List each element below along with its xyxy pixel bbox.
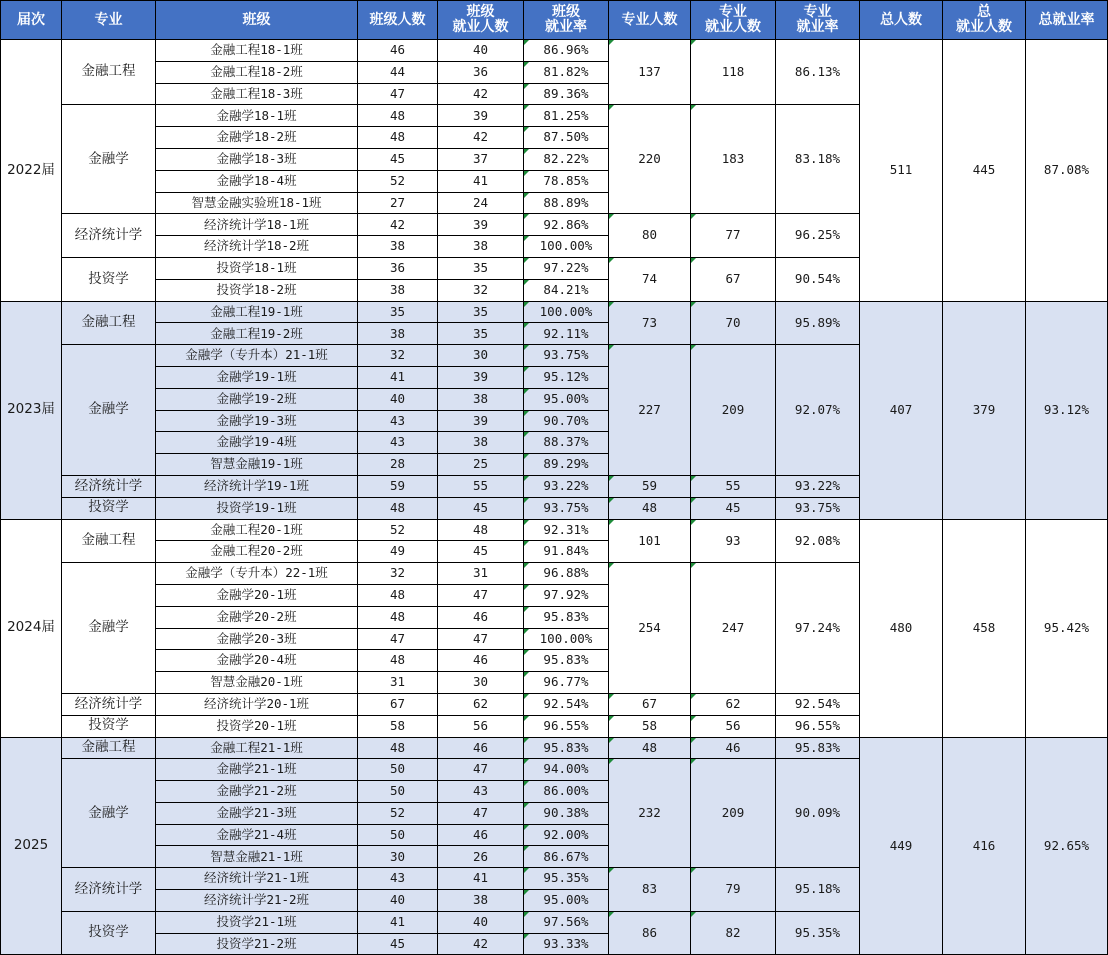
header-row (1, 1, 1108, 40)
major-count: 48 (609, 737, 691, 759)
class-rate: 93.33% (524, 933, 609, 955)
class-employed: 36 (438, 61, 524, 83)
class-employed: 39 (438, 214, 524, 236)
major-rate: 95.35% (776, 911, 860, 955)
cohort-total-employed: 445 (943, 40, 1026, 302)
major-rate: 92.54% (776, 693, 860, 715)
major-count: 59 (609, 475, 691, 497)
class-size: 50 (358, 781, 438, 803)
major-count: 83 (609, 868, 691, 912)
class-size: 45 (358, 933, 438, 955)
class-name: 金融工程21-1班 (156, 737, 358, 759)
major-employed: 79 (691, 868, 776, 912)
major-name: 投资学 (62, 715, 156, 737)
header-class-employed: 班级 就业人数 (438, 1, 524, 40)
class-employed: 48 (438, 519, 524, 541)
class-name: 金融学19-4班 (156, 432, 358, 454)
class-name: 经济统计学21-2班 (156, 890, 358, 912)
major-employed: 209 (691, 345, 776, 476)
class-rate: 94.00% (524, 759, 609, 781)
class-name: 金融学20-2班 (156, 606, 358, 628)
class-name: 金融学21-1班 (156, 759, 358, 781)
major-employed: 77 (691, 214, 776, 258)
major-employed: 183 (691, 105, 776, 214)
class-rate: 95.12% (524, 366, 609, 388)
cohort-label: 2023届 (1, 301, 62, 519)
major-rate: 93.22% (776, 475, 860, 497)
class-rate: 95.00% (524, 890, 609, 912)
header-total-employed: 总 就业人数 (943, 1, 1026, 40)
class-size: 35 (358, 301, 438, 323)
cohort-total-rate: 92.65% (1026, 737, 1108, 955)
class-size: 32 (358, 345, 438, 367)
major-employed: 56 (691, 715, 776, 737)
cohort-total: 407 (860, 301, 943, 519)
class-employed: 46 (438, 737, 524, 759)
major-rate: 90.54% (776, 257, 860, 301)
major-name: 投资学 (62, 497, 156, 519)
header-major-employed: 专业 就业人数 (691, 1, 776, 40)
major-rate: 92.08% (776, 519, 860, 563)
class-size: 52 (358, 802, 438, 824)
class-employed: 35 (438, 301, 524, 323)
class-name: 金融学19-3班 (156, 410, 358, 432)
class-name: 金融学21-2班 (156, 781, 358, 803)
class-rate: 84.21% (524, 279, 609, 301)
header-class-rate: 班级 就业率 (524, 1, 609, 40)
cohort-total: 480 (860, 519, 943, 737)
class-name: 智慧金融19-1班 (156, 454, 358, 476)
class-size: 42 (358, 214, 438, 236)
major-rate: 97.24% (776, 563, 860, 694)
class-employed: 39 (438, 410, 524, 432)
class-size: 36 (358, 257, 438, 279)
class-name: 金融学19-1班 (156, 366, 358, 388)
class-name: 金融学21-3班 (156, 802, 358, 824)
class-size: 38 (358, 323, 438, 345)
major-rate: 95.83% (776, 737, 860, 759)
class-size: 40 (358, 890, 438, 912)
class-size: 46 (358, 40, 438, 62)
major-name: 金融工程 (62, 519, 156, 563)
header-class: 班级 (156, 1, 358, 40)
class-size: 28 (358, 454, 438, 476)
class-name: 经济统计学21-1班 (156, 868, 358, 890)
class-size: 27 (358, 192, 438, 214)
class-name: 金融工程19-2班 (156, 323, 358, 345)
major-employed: 209 (691, 759, 776, 868)
class-rate: 95.83% (524, 650, 609, 672)
header-major-count: 专业人数 (609, 1, 691, 40)
major-count: 220 (609, 105, 691, 214)
class-size: 52 (358, 519, 438, 541)
class-rate: 86.00% (524, 781, 609, 803)
major-name: 金融学 (62, 105, 156, 214)
class-rate: 100.00% (524, 628, 609, 650)
major-count: 137 (609, 40, 691, 105)
class-name: 投资学20-1班 (156, 715, 358, 737)
class-employed: 40 (438, 40, 524, 62)
major-rate: 95.89% (776, 301, 860, 345)
class-employed: 55 (438, 475, 524, 497)
class-name: 投资学18-1班 (156, 257, 358, 279)
cohort-total-employed: 458 (943, 519, 1026, 737)
cohort-total-rate: 87.08% (1026, 40, 1108, 302)
class-rate: 78.85% (524, 170, 609, 192)
class-employed: 41 (438, 170, 524, 192)
class-rate: 95.35% (524, 868, 609, 890)
class-name: 金融工程20-2班 (156, 541, 358, 563)
cohort-group (1, 519, 1108, 737)
class-rate: 90.38% (524, 802, 609, 824)
class-name: 金融学（专升本）21-1班 (156, 345, 358, 367)
class-rate: 95.00% (524, 388, 609, 410)
header-total-rate: 总就业率 (1026, 1, 1108, 40)
major-employed: 70 (691, 301, 776, 345)
class-rate: 86.96% (524, 40, 609, 62)
class-employed: 42 (438, 127, 524, 149)
class-rate: 97.22% (524, 257, 609, 279)
major-employed: 55 (691, 475, 776, 497)
class-name: 智慧金融实验班18-1班 (156, 192, 358, 214)
class-employed: 41 (438, 868, 524, 890)
class-rate: 88.37% (524, 432, 609, 454)
class-size: 31 (358, 672, 438, 694)
class-employed: 62 (438, 693, 524, 715)
class-rate: 100.00% (524, 236, 609, 258)
header-major: 专业 (62, 1, 156, 40)
class-employed: 38 (438, 236, 524, 258)
class-name: 金融学20-3班 (156, 628, 358, 650)
class-rate: 97.92% (524, 584, 609, 606)
class-employed: 38 (438, 432, 524, 454)
class-name: 智慧金融20-1班 (156, 672, 358, 694)
class-size: 40 (358, 388, 438, 410)
class-employed: 39 (438, 366, 524, 388)
major-name: 投资学 (62, 911, 156, 955)
class-rate: 92.00% (524, 824, 609, 846)
major-count: 58 (609, 715, 691, 737)
class-rate: 96.77% (524, 672, 609, 694)
class-size: 30 (358, 846, 438, 868)
class-employed: 25 (438, 454, 524, 476)
class-size: 45 (358, 148, 438, 170)
class-rate: 95.83% (524, 606, 609, 628)
class-rate: 81.25% (524, 105, 609, 127)
header-major-rate: 专业 就业率 (776, 1, 860, 40)
class-name: 投资学18-2班 (156, 279, 358, 301)
major-employed: 247 (691, 563, 776, 694)
class-name: 金融工程19-1班 (156, 301, 358, 323)
class-employed: 35 (438, 323, 524, 345)
class-size: 59 (358, 475, 438, 497)
major-name: 经济统计学 (62, 693, 156, 715)
class-name: 金融学18-3班 (156, 148, 358, 170)
class-size: 41 (358, 366, 438, 388)
class-name: 金融工程18-1班 (156, 40, 358, 62)
cohort-total-rate: 93.12% (1026, 301, 1108, 519)
class-employed: 24 (438, 192, 524, 214)
class-size: 52 (358, 170, 438, 192)
major-count: 74 (609, 257, 691, 301)
class-size: 44 (358, 61, 438, 83)
major-count: 86 (609, 911, 691, 955)
class-name: 投资学21-1班 (156, 911, 358, 933)
class-employed: 47 (438, 759, 524, 781)
major-employed: 93 (691, 519, 776, 563)
class-name: 金融学18-4班 (156, 170, 358, 192)
cohort-group (1, 301, 1108, 519)
class-rate: 96.55% (524, 715, 609, 737)
class-employed: 42 (438, 933, 524, 955)
cohort-group (1, 737, 1108, 955)
major-name: 经济统计学 (62, 475, 156, 497)
class-name: 经济统计学18-2班 (156, 236, 358, 258)
class-size: 50 (358, 824, 438, 846)
class-name: 经济统计学19-1班 (156, 475, 358, 497)
major-name: 投资学 (62, 257, 156, 301)
class-rate: 86.67% (524, 846, 609, 868)
class-name: 金融学19-2班 (156, 388, 358, 410)
class-name: 投资学21-2班 (156, 933, 358, 955)
class-name: 经济统计学20-1班 (156, 693, 358, 715)
class-employed: 46 (438, 650, 524, 672)
class-size: 47 (358, 628, 438, 650)
major-rate: 96.55% (776, 715, 860, 737)
class-rate: 93.75% (524, 345, 609, 367)
class-name: 金融学21-4班 (156, 824, 358, 846)
major-count: 232 (609, 759, 691, 868)
class-employed: 47 (438, 584, 524, 606)
cohort-total: 449 (860, 737, 943, 955)
class-employed: 30 (438, 672, 524, 694)
class-rate: 90.70% (524, 410, 609, 432)
cohort-total-employed: 379 (943, 301, 1026, 519)
table-row (1, 301, 1108, 323)
class-size: 41 (358, 911, 438, 933)
class-employed: 56 (438, 715, 524, 737)
class-name: 金融工程20-1班 (156, 519, 358, 541)
class-employed: 46 (438, 824, 524, 846)
class-size: 48 (358, 737, 438, 759)
major-count: 80 (609, 214, 691, 258)
major-count: 101 (609, 519, 691, 563)
class-rate: 92.86% (524, 214, 609, 236)
class-rate: 92.11% (524, 323, 609, 345)
class-employed: 47 (438, 802, 524, 824)
major-count: 73 (609, 301, 691, 345)
major-rate: 93.75% (776, 497, 860, 519)
class-size: 58 (358, 715, 438, 737)
major-name: 金融学 (62, 759, 156, 868)
class-size: 38 (358, 279, 438, 301)
class-size: 43 (358, 868, 438, 890)
class-rate: 89.29% (524, 454, 609, 476)
class-employed: 31 (438, 563, 524, 585)
class-employed: 38 (438, 890, 524, 912)
major-name: 经济统计学 (62, 868, 156, 912)
major-rate: 95.18% (776, 868, 860, 912)
class-size: 43 (358, 410, 438, 432)
class-name: 金融学20-4班 (156, 650, 358, 672)
class-name: 智慧金融21-1班 (156, 846, 358, 868)
class-rate: 92.54% (524, 693, 609, 715)
class-size: 50 (358, 759, 438, 781)
class-size: 32 (358, 563, 438, 585)
class-size: 48 (358, 497, 438, 519)
major-name: 金融工程 (62, 301, 156, 345)
class-name: 金融学20-1班 (156, 584, 358, 606)
class-employed: 40 (438, 911, 524, 933)
class-rate: 88.89% (524, 192, 609, 214)
class-rate: 82.22% (524, 148, 609, 170)
class-employed: 30 (438, 345, 524, 367)
class-name: 投资学19-1班 (156, 497, 358, 519)
class-rate: 81.82% (524, 61, 609, 83)
major-count: 48 (609, 497, 691, 519)
class-employed: 46 (438, 606, 524, 628)
class-employed: 26 (438, 846, 524, 868)
major-count: 254 (609, 563, 691, 694)
class-size: 48 (358, 606, 438, 628)
class-size: 38 (358, 236, 438, 258)
major-name: 金融学 (62, 563, 156, 694)
class-name: 金融工程18-3班 (156, 83, 358, 105)
class-rate: 95.83% (524, 737, 609, 759)
major-employed: 118 (691, 40, 776, 105)
cohort-total-rate: 95.42% (1026, 519, 1108, 737)
class-size: 49 (358, 541, 438, 563)
major-count: 67 (609, 693, 691, 715)
major-employed: 82 (691, 911, 776, 955)
class-employed: 45 (438, 497, 524, 519)
class-size: 48 (358, 584, 438, 606)
class-employed: 35 (438, 257, 524, 279)
class-employed: 38 (438, 388, 524, 410)
major-rate: 83.18% (776, 105, 860, 214)
major-name: 金融工程 (62, 737, 156, 759)
class-rate: 100.00% (524, 301, 609, 323)
class-employed: 43 (438, 781, 524, 803)
major-employed: 67 (691, 257, 776, 301)
cohort-label: 2022届 (1, 40, 62, 302)
class-rate: 87.50% (524, 127, 609, 149)
class-name: 金融学18-2班 (156, 127, 358, 149)
major-rate: 96.25% (776, 214, 860, 258)
class-employed: 45 (438, 541, 524, 563)
class-rate: 92.31% (524, 519, 609, 541)
major-name: 金融工程 (62, 40, 156, 105)
class-name: 金融工程18-2班 (156, 61, 358, 83)
class-size: 48 (358, 650, 438, 672)
class-size: 47 (358, 83, 438, 105)
class-name: 金融学（专升本）22-1班 (156, 563, 358, 585)
class-rate: 91.84% (524, 541, 609, 563)
major-rate: 86.13% (776, 40, 860, 105)
class-rate: 97.56% (524, 911, 609, 933)
major-rate: 90.09% (776, 759, 860, 868)
major-employed: 46 (691, 737, 776, 759)
class-size: 48 (358, 105, 438, 127)
major-name: 金融学 (62, 345, 156, 476)
class-rate: 96.88% (524, 563, 609, 585)
class-rate: 89.36% (524, 83, 609, 105)
major-count: 227 (609, 345, 691, 476)
cohort-label: 2025 (1, 737, 62, 955)
class-rate: 93.75% (524, 497, 609, 519)
class-employed: 42 (438, 83, 524, 105)
table-row (1, 40, 1108, 62)
cohort-total-employed: 416 (943, 737, 1026, 955)
class-rate: 93.22% (524, 475, 609, 497)
table-row (1, 519, 1108, 541)
class-employed: 39 (438, 105, 524, 127)
class-employed: 32 (438, 279, 524, 301)
cohort-label: 2024届 (1, 519, 62, 737)
header-total: 总人数 (860, 1, 943, 40)
class-employed: 47 (438, 628, 524, 650)
class-size: 67 (358, 693, 438, 715)
header-class-size: 班级人数 (358, 1, 438, 40)
header-cohort: 届次 (1, 1, 62, 40)
major-rate: 92.07% (776, 345, 860, 476)
table-header (1, 1, 1108, 40)
class-size: 43 (358, 432, 438, 454)
cohort-group (1, 40, 1108, 302)
class-name: 经济统计学18-1班 (156, 214, 358, 236)
class-size: 48 (358, 127, 438, 149)
cohort-total: 511 (860, 40, 943, 302)
class-employed: 37 (438, 148, 524, 170)
table-row (1, 737, 1108, 759)
major-name: 经济统计学 (62, 214, 156, 258)
class-name: 金融学18-1班 (156, 105, 358, 127)
major-employed: 62 (691, 693, 776, 715)
major-employed: 45 (691, 497, 776, 519)
